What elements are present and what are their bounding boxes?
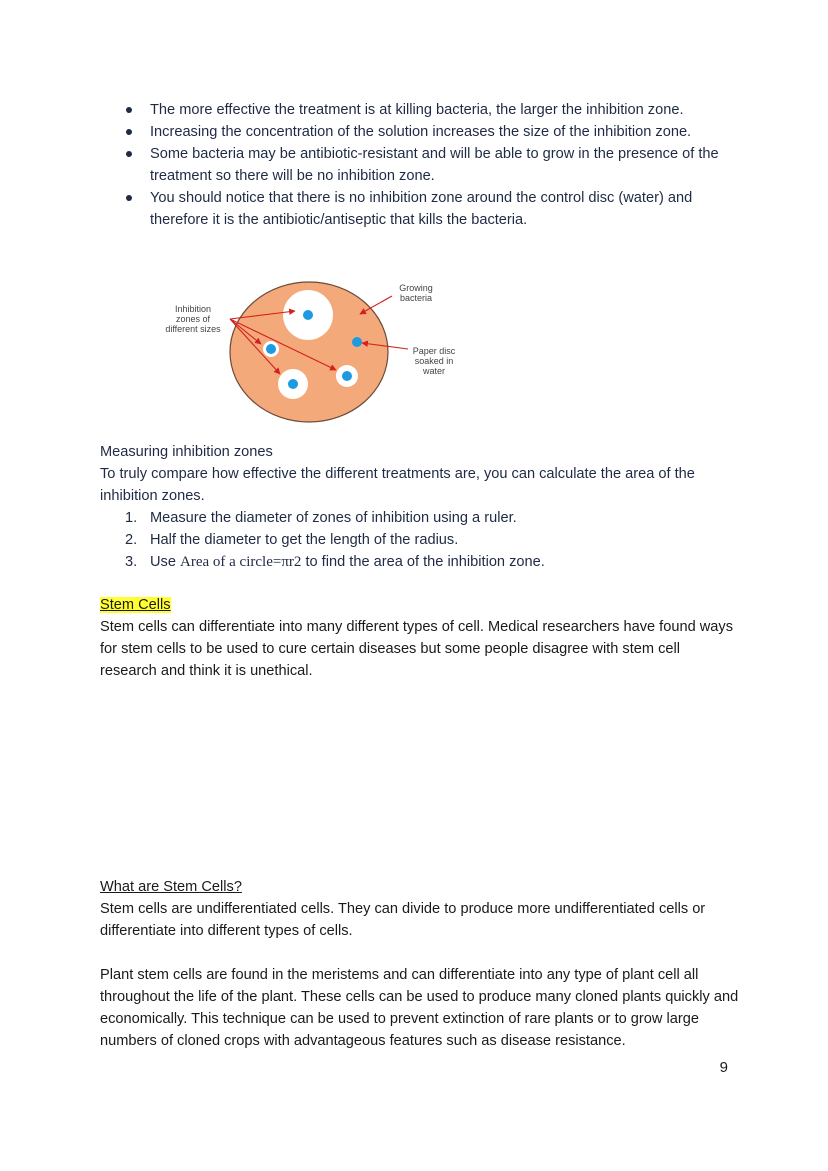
bullet-icon [126, 151, 132, 157]
what-are-stem-cells-heading: What are Stem Cells? [100, 879, 242, 895]
stem-cells-section [100, 594, 740, 682]
bullet-icon [126, 107, 132, 113]
measuring-heading: Measuring inhibition zones [100, 444, 273, 460]
measuring-section [100, 441, 740, 507]
step-item: 2. Half the diameter to get the length of the radius. [125, 532, 459, 548]
bullet-icon [126, 195, 132, 201]
inhibition-bullet-list [100, 99, 740, 231]
area-formula: Area of a circle=πr2 [180, 554, 302, 570]
bullet-icon [126, 129, 132, 135]
bullet-item: The more effective the treatment is at killing bacteria, the larger the inhibition zone. [100, 99, 740, 121]
bullet-item: You should notice that there is no inhibition zone around the control disc (water) and therefore it is the antibiotic/antiseptic that kills the bacteria. [100, 187, 740, 231]
what-are-paragraph-2: Plant stem cells are found in the meristems and can differentiate into any type of plant cell all throughout the life of the plant. These cells can be used to produce many cloned plants quickly and economically. This technique can be used to prevent extinction of rare plants or to grow large numbers of cloned crops with advantageous features such as disease resistance. [100, 967, 739, 1049]
paper-disc-label: Paper disc soaked in water [412, 346, 456, 376]
inhibition-zones-label: Inhibition zones of different sizes [165, 304, 221, 334]
bullet-item: Some bacteria may be antibiotic-resistant and will be able to grow in the presence of the treatment so there will be no inhibition zone. [100, 143, 740, 187]
growing-bacteria-label: Growing bacteria [399, 283, 433, 303]
page-number: 9 [719, 1059, 728, 1076]
step-item: 3. Use Area of a circle=πr2 to find the area of the inhibition zone. [125, 554, 545, 570]
step-item: 1. Measure the diameter of zones of inhibition using a ruler. [125, 510, 517, 526]
what-are-paragraph-1: Stem cells are undifferentiated cells. They can divide to produce more undifferentiated cells or differentiate into different types of cells. [100, 901, 706, 939]
measuring-steps-list [100, 507, 740, 573]
measuring-intro: To truly compare how effective the different treatments are, you can calculate the area of the inhibition zones. [100, 466, 695, 504]
stem-cells-heading: Stem Cells [100, 597, 171, 613]
what-are-stem-cells-section [100, 876, 740, 1052]
bullet-item: Increasing the concentration of the solution increases the size of the inhibition zone. [100, 121, 740, 143]
stem-cells-paragraph: Stem cells can differentiate into many different types of cell. Medical researchers have found ways for stem cells to be used to cure certain diseases but some people disagree with stem cell research and think it is unethical. [100, 619, 733, 679]
agar-plate-diagram [150, 270, 480, 430]
